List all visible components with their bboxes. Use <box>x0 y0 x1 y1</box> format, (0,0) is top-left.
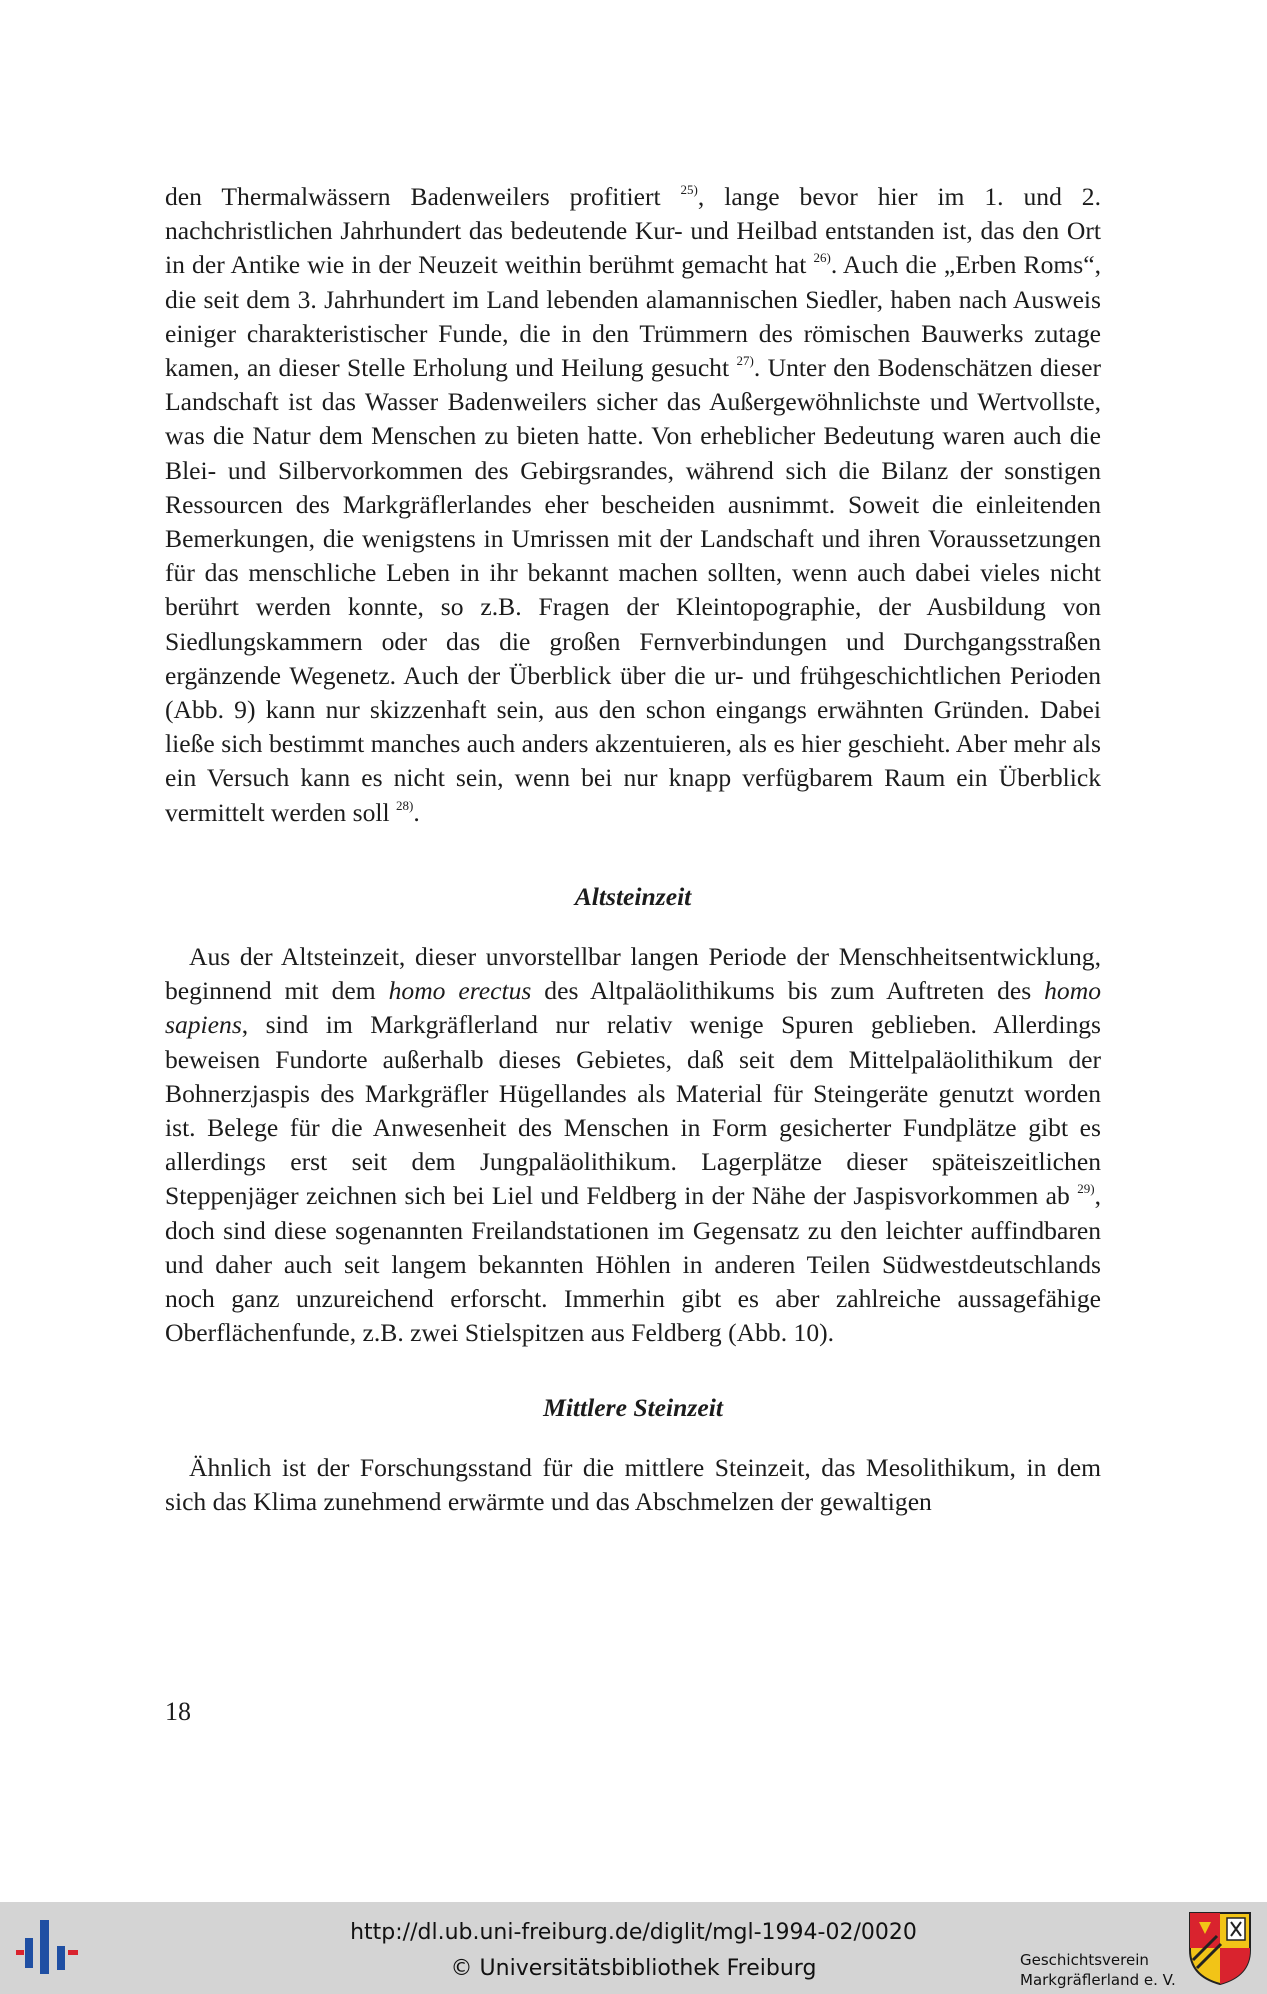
footnote-ref-28: 28) <box>396 797 414 813</box>
footnote-ref-27: 27) <box>736 353 754 369</box>
copyright-notice: © Universitätsbibliothek Freiburg <box>450 1956 817 1981</box>
footnote-ref-29: 29) <box>1077 1181 1095 1197</box>
term-homo-sapiens: homo sapiens <box>165 976 1101 1040</box>
page-number: 18 <box>165 1697 191 1726</box>
page-body <box>165 180 1101 1519</box>
heading-mittlere-steinzeit: Mittlere Steinzeit <box>543 1392 723 1422</box>
footer-bar <box>0 1902 1267 1994</box>
footnote-ref-26: 26) <box>813 250 831 266</box>
paragraph-2: Aus der Altsteinzeit, dieser unvorstellbar langen Periode der Menschheitsentwicklung, beginnend mit dem homo erectus des Altpaläolithikums bis zum Auftreten des homo sapiens, sind im Markgräflerland nur relativ wenige Spuren geblieben. Allerdings beweisen Fundorte außerhalb dieses Gebietes, daß seit dem Mittelpaläolithikum der Bohnerzjaspis des Markgräfler Hügellandes als Material für Steingeräte genutzt worden ist. Belege für die Anwesenheit des Menschen in Form gesicherter Fundplätze gibt es allerdings erst seit dem Jungpaläolithikum. Lagerplätze dieser späteiszeitlichen Steppenjäger zeichnen sich bei Liel und Feldberg in der Nähe der Jaspisvorkommen ab $^{29)}$, doch sind diese sogenannten Freilandstationen im Gegensatz zu den leichter auffindbaren und daher auch seit langem bekannten Höhlen in anderen Teilen Südwestdeutschlands noch ganz unzureichend erforscht. Immerhin gibt es aber zahlreiche aussagefähige Oberflächenfunde, z.B. zwei Stielspitzen aus Feldberg (Abb. 10). <box>165 942 1101 1348</box>
markgraeflerland-crest-icon[interactable] <box>1187 1910 1253 1986</box>
society-name-line-2: Markgräflerland e. V. <box>1020 1971 1176 1989</box>
society-name <box>1020 1950 1176 1990</box>
paragraph-3: Ähnlich ist der Forschungsstand für die mittlere Steinzeit, das Mesolithikum, in dem sich das Klima zunehmend erwärmte und das Abschmelzen der gewaltigen <box>165 1452 1101 1516</box>
source-url[interactable]: http://dl.ub.uni-freiburg.de/diglit/mgl-1994-02/0020 <box>350 1920 917 1945</box>
paragraph-1: den Thermalwässern Badenweilers profitiert $^{25)}$, lange bevor hier im 1. und 2. nachchristlichen Jahrhundert das bedeutende Kur- und Heilbad entstanden ist, das den Ort in der Antike wie in der Neuzeit weithin berühmt gemacht hat $^{26)}$. Auch die „Erben Roms“, die seit dem 3. Jahrhundert im Land lebenden alamannischen Siedler, haben nach Ausweis einiger charakteristischer Funde, die in den Trümmern des römischen Bauwerks zutage kamen, an dieser Stelle Erholung und Heilung gesucht $^{27)}$. Unter den Bodenschätzen dieser Landschaft ist das Wasser Badenweilers sicher das Außergewöhnlichste und Wertvollste, was die Natur dem Menschen zu bieten hatte. Von erheblicher Bedeutung waren auch die Blei- und Silbervorkommen des Gebirgsrandes, während sich die Bilanz der sonstigen Ressourcen des Markgräflerlandes eher bescheiden ausnimmt. Soweit die einleitenden Bemerkungen, die wenigstens in Umrissen mit der Landschaft und ihren Voraussetzungen für das menschliche Leben in ihr bekannt machen sollten, wenn auch dabei vieles nicht berührt werden konnte, so z.B. Fragen der Kleintopographie, der Ausbildung von Siedlungskammern oder das die großen Fernverbindungen und Durchgangsstraßen ergänzende Wegenetz. Auch der Überblick über die ur- und frühgeschichtlichen Perioden (Abb. 9) kann nur skizzenhaft sein, aus den schon eingangs erwähnten Gründen. Dabei ließe sich bestimmt manches auch anders akzentuieren, als es hier geschieht. Aber mehr als ein Versuch kann es nicht sein, wenn bei nur knapp verfügbarem Raum ein Überblick vermittelt werden soll $^{28)}$. <box>165 182 1102 827</box>
footnote-ref-25: 25) <box>680 182 698 197</box>
term-homo-erectus: homo erectus <box>388 976 532 1006</box>
heading-altsteinzeit: Altsteinzeit <box>574 881 692 911</box>
society-name-line-1: Geschichtsverein <box>1020 1951 1149 1969</box>
